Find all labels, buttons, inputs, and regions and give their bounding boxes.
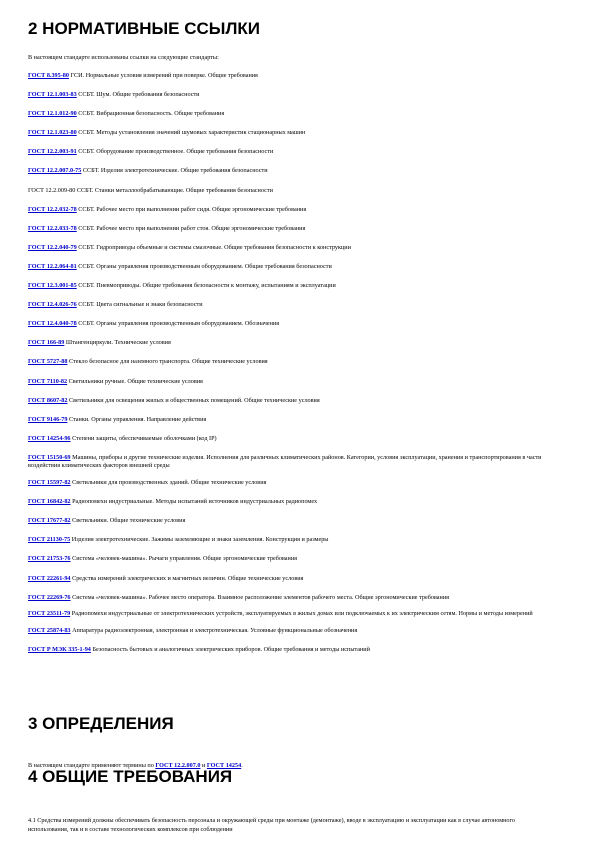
definitions-text-mid: и (200, 762, 207, 769)
reference-item (28, 479, 573, 488)
reference-link[interactable]: ГОСТ 21130-75 (28, 536, 71, 544)
reference-link[interactable]: ГОСТ 12.1.012-90 (28, 110, 77, 118)
reference-link[interactable]: ГОСТ 22261-94 (28, 574, 71, 582)
reference-link[interactable]: ГОСТ 12.4.026-76 (28, 301, 77, 309)
reference-title: Радиопомехи индустриальные. Методы испытаний источников индустриальных радиопомех (72, 498, 318, 506)
reference-item (28, 646, 573, 655)
section-4-paragraph: 4.1 Средства измерений должны обеспечивать безопасность персонала и окружающей среды при монтаже (демонтаже), вводе в эксплуатацию и эксплуатации как в случае автономного использования, так и в составе технологических комплексов при соблюдении (28, 817, 516, 833)
reference-item (28, 536, 573, 545)
reference-code: ГОСТ 12.2.009-80 (28, 186, 76, 194)
reference-item (28, 110, 573, 119)
section-2-intro: В настоящем стандарте использованы ссылки на следующие стандарты: (28, 54, 219, 61)
reference-title: ССБТ. Рабочее место при выполнении работ стоя. Общие эргономические требования (78, 224, 306, 232)
reference-link[interactable]: ГОСТ 12.2.064-81 (28, 262, 77, 270)
reference-title: ГСИ. Нормальные условия измерений при поверке. Общие требования (70, 72, 258, 79)
reference-item (28, 187, 573, 196)
reference-item (28, 129, 573, 138)
reference-link[interactable]: ГОСТ 12.2.033-78 (28, 224, 77, 232)
reference-item (28, 263, 573, 272)
reference-title: Безопасность бытовых и аналогичных электрических приборов. Общие требования и методы испытаний (92, 646, 370, 654)
reference-link[interactable]: ГОСТ 12.2.007.0-75 (28, 167, 82, 175)
reference-title: Степени защиты, обеспечиваемые оболочками (код IP) (72, 434, 217, 442)
reference-link[interactable]: ГОСТ 9146-79 (28, 415, 68, 423)
reference-title: Изделия электротехнические. Зажимы заземляющие и знаки заземления. Конструкция и размеры (71, 536, 329, 544)
reference-item (28, 244, 573, 253)
reference-link[interactable]: ГОСТ 12.2.040-79 (28, 243, 77, 251)
reference-link[interactable]: ГОСТ 7110-82 (28, 377, 68, 385)
reference-link[interactable]: ГОСТ 8607-82 (28, 396, 68, 404)
reference-link[interactable]: ГОСТ 12.1.003-83 (28, 91, 77, 99)
reference-link[interactable]: ГОСТ 12.1.023-80 (28, 129, 77, 137)
reference-title: Радиопомехи индустриальные от электротехнических устройств, эксплуатируемых в жилых домах или подключаемых к их электрическим сетям. Нормы и методы измерений (71, 610, 533, 618)
reference-item (28, 72, 573, 81)
reference-title: Станки. Органы управления. Направление действия (68, 415, 207, 423)
reference-item (28, 225, 573, 234)
reference-title: Система «человек-машина». Рычаги управления. Общие эргономические требования (72, 555, 297, 563)
reference-item (28, 416, 573, 425)
reference-item (28, 301, 573, 310)
reference-item (28, 594, 573, 603)
definitions-text-before: В настоящем стандарте применяют термины по (28, 762, 156, 769)
reference-title: Система «человек-машина». Рабочее место оператора. Взаимное расположение элементов рабочего места. Общие эргономические требования (72, 593, 450, 601)
reference-link[interactable]: ГОСТ 21753-76 (28, 555, 71, 563)
reference-item (28, 167, 573, 176)
reference-item (28, 206, 573, 215)
reference-title: ССБТ. Станки металлообрабатывающие. Общие требования безопасности (76, 186, 273, 194)
reference-item (28, 397, 573, 406)
reference-item (28, 498, 573, 507)
reference-link[interactable]: ГОСТ 23511-79 (28, 610, 71, 618)
reference-title: ССБТ. Цвета сигнальные и знаки безопасности (78, 301, 203, 309)
reference-item (28, 555, 573, 564)
reference-item (28, 320, 573, 329)
definitions-text-after: . (241, 762, 243, 769)
reference-link[interactable]: ГОСТ 12.3.001-85 (28, 282, 77, 290)
reference-link[interactable]: ГОСТ 16842-82 (28, 498, 71, 506)
section-4-heading: 4 ОБЩИЕ ТРЕБОВАНИЯ (28, 767, 233, 786)
reference-title: Аппаратура радиоэлектронная, электронная и электротехническая. Условные функциональные обозначения (72, 627, 358, 634)
reference-item (28, 517, 573, 526)
reference-item (28, 148, 573, 157)
reference-title: ССБТ. Гидроприводы объемные и системы смазочные. Общие требования безопасности к конструкции (78, 243, 351, 251)
reference-item (28, 358, 573, 367)
section-3-heading: 3 ОПРЕДЕЛЕНИЯ (28, 714, 174, 733)
reference-link[interactable]: ГОСТ Р МЭК 335-1-94 (28, 646, 91, 654)
reference-title: ССБТ. Оборудование производственное. Общие требования безопасности (78, 148, 274, 156)
reference-link[interactable]: ГОСТ 14254-96 (28, 434, 71, 442)
reference-title: Светильники. Общие технические условия (72, 517, 186, 525)
reference-link[interactable]: ГОСТ 12.2.032-78 (28, 205, 77, 213)
reference-title: ССБТ. Шум. Общие требования безопасности (78, 91, 200, 99)
reference-link[interactable]: ГОСТ 5727-88 (28, 358, 68, 366)
reference-item (28, 91, 573, 100)
reference-link[interactable]: ГОСТ 25874-83 (28, 627, 71, 634)
reference-item (28, 435, 573, 444)
reference-link[interactable]: ГОСТ 22269-76 (28, 593, 71, 601)
reference-title: Светильники ручные. Общие технические условия (68, 377, 203, 385)
reference-title: Средства измерений электрических и магнитных величин. Общие технические условия (72, 574, 304, 582)
reference-title: Стекло безопасное для наземного транспорта. Общие технические условия (68, 358, 268, 366)
reference-item (28, 627, 573, 636)
reference-link[interactable]: ГОСТ 17677-82 (28, 517, 71, 525)
document-page (28, 18, 573, 833)
reference-title: ССБТ. Органы управления производственным оборудованием. Общие требования безопасности (78, 262, 332, 270)
reference-title: ССБТ. Органы управления производственным оборудованием. Обозначения (78, 320, 280, 328)
reference-title: Светильники для производственных зданий. Общие технические условия (72, 479, 267, 487)
reference-title: Машины, приборы и другие технические изделия. Исполнения для различных климатических районов. Категории, условия эксплуатации, хранения и транспортирования в части воздействия климатических факторов внешней среды (28, 453, 542, 470)
reference-item (28, 378, 573, 387)
definitions-link-gost-14254[interactable]: ГОСТ 14254 (206, 762, 242, 769)
reference-link[interactable]: ГОСТ 15150-69 (28, 453, 71, 461)
reference-title: ССБТ. Методы установления значений шумовых характеристик стационарных машин (78, 129, 306, 137)
reference-item (28, 282, 573, 291)
reference-link[interactable]: ГОСТ 166-89 (28, 339, 65, 347)
reference-link[interactable]: ГОСТ 15597-82 (28, 479, 71, 487)
reference-link[interactable]: ГОСТ 12.4.040-78 (28, 320, 77, 328)
reference-item (28, 339, 573, 348)
normative-references-list (28, 72, 573, 665)
section-2-heading: 2 НОРМАТИВНЫЕ ССЫЛКИ (28, 19, 260, 38)
reference-item (28, 575, 573, 584)
reference-title: ССБТ. Рабочее место при выполнении работ сидя. Общие эргономические требования (78, 205, 307, 213)
reference-item (28, 610, 573, 619)
reference-title: Светильники для освещения жилых и общественных помещений. Общие технические условия (68, 396, 320, 404)
reference-title: ССБТ. Вибрационная безопасность. Общие требования (78, 110, 225, 118)
reference-link[interactable]: ГОСТ 12.2.003-91 (28, 148, 77, 156)
reference-title: Штангенциркули. Технические условия (65, 339, 171, 347)
reference-title: ССБТ. Пневмоприводы. Общие требования безопасности к монтажу, испытаниям и эксплуатации (78, 282, 336, 290)
reference-item (28, 454, 573, 471)
definitions-link-gost-12-2-007-0[interactable]: ГОСТ 12.2.007.0 (155, 762, 201, 769)
reference-title: ССБТ. Изделия электротехнические. Общие требования безопасности (82, 167, 268, 175)
reference-link[interactable]: ГОСТ 8.395-80 (28, 72, 69, 79)
